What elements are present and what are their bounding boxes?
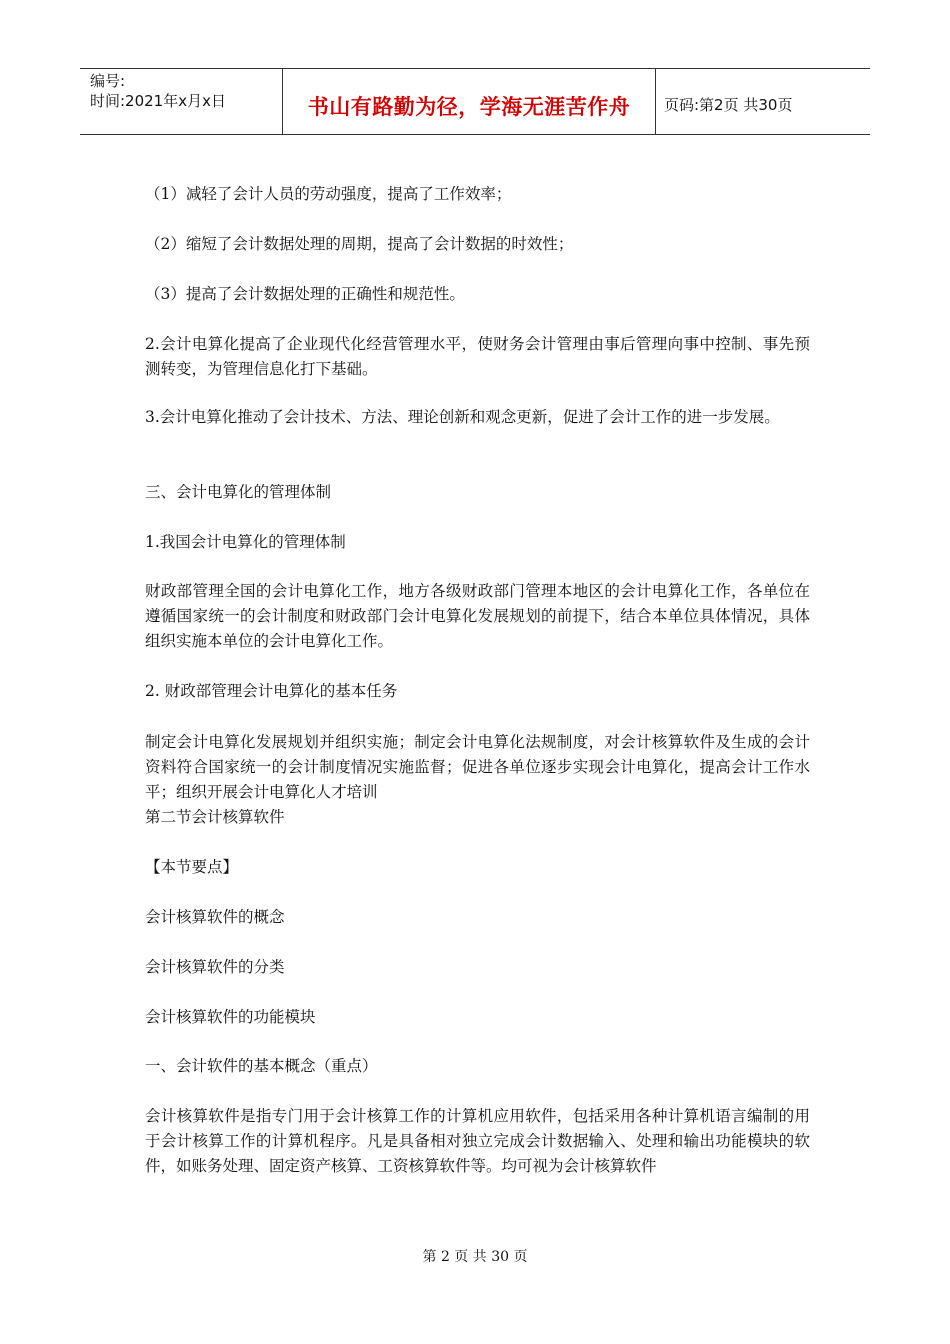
paragraph: 3.会计电算化推动了会计技术、方法、理论创新和观念更新，促进了会计工作的进一步发展。: [145, 408, 780, 426]
list-item: 会计核算软件的概念: [145, 908, 285, 926]
list-item: 会计核算软件的分类: [145, 958, 285, 976]
paragraph: 财政部管理全国的会计电算化工作，地方各级财政部门管理本地区的会计电算化工作，各单位在遵循国家统一的会计制度和财政部门会计电算化发展规划的前提下，结合本单位具体情况，具体组织实施本单位的会计电算化工作。: [145, 582, 810, 650]
paragraph: （3）提高了会计数据处理的正确性和规范性。: [145, 285, 465, 303]
paragraph: （2）缩短了会计数据处理的周期，提高了会计数据的时效性；: [145, 235, 574, 253]
header-page-cell: [656, 69, 870, 134]
subsection-heading: 1.我国会计电算化的管理体制: [145, 533, 346, 551]
header-motto-cell: [283, 69, 656, 134]
section-heading: 【本节要点】: [145, 858, 239, 876]
paragraph: 会计核算软件是指专门用于会计核算工作的计算机应用软件，包括采用各种计算机语言编制的用于会计核算工作的计算机程序。凡是具备相对独立完成会计数据输入、处理和输出功能模块的软件，如账务处理、固定资产核算、工资核算软件等。均可视为会计核算软件: [145, 1107, 810, 1175]
paragraph: （1）减轻了会计人员的劳动强度，提高了工作效率；: [145, 185, 512, 203]
page-header: [80, 68, 870, 135]
page-footer: 第 2 页 共 30 页: [422, 1249, 528, 1265]
document-time-label: 时间:2021年x月x日: [90, 92, 226, 110]
motto-text: 书山有路勤为径，学海无涯苦作舟: [307, 95, 631, 119]
header-meta: [80, 69, 283, 134]
section-heading: 一、会计软件的基本概念（重点）: [145, 1057, 378, 1075]
section-heading: 第二节会计核算软件: [145, 808, 285, 826]
subsection-heading: 2. 财政部管理会计电算化的基本任务: [145, 682, 398, 700]
paragraph: 制定会计电算化发展规划并组织实施；制定会计电算化法规制度，对会计核算软件及生成的会计资料符合国家统一的会计制度情况实施监督；促进各单位逐步实现会计电算化，提高会计工作水平；组织开展会计电算化人才培训: [145, 733, 810, 801]
list-item: 会计核算软件的功能模块: [145, 1008, 316, 1026]
section-heading: 三、会计电算化的管理体制: [145, 483, 332, 501]
document-number-label: 编号:: [90, 72, 126, 90]
page-number-info: 页码:第2页 共30页: [664, 96, 793, 114]
paragraph: 2.会计电算化提高了企业现代化经营管理水平，使财务会计管理由事后管理向事中控制、事先预测转变，为管理信息化打下基础。: [145, 335, 810, 378]
